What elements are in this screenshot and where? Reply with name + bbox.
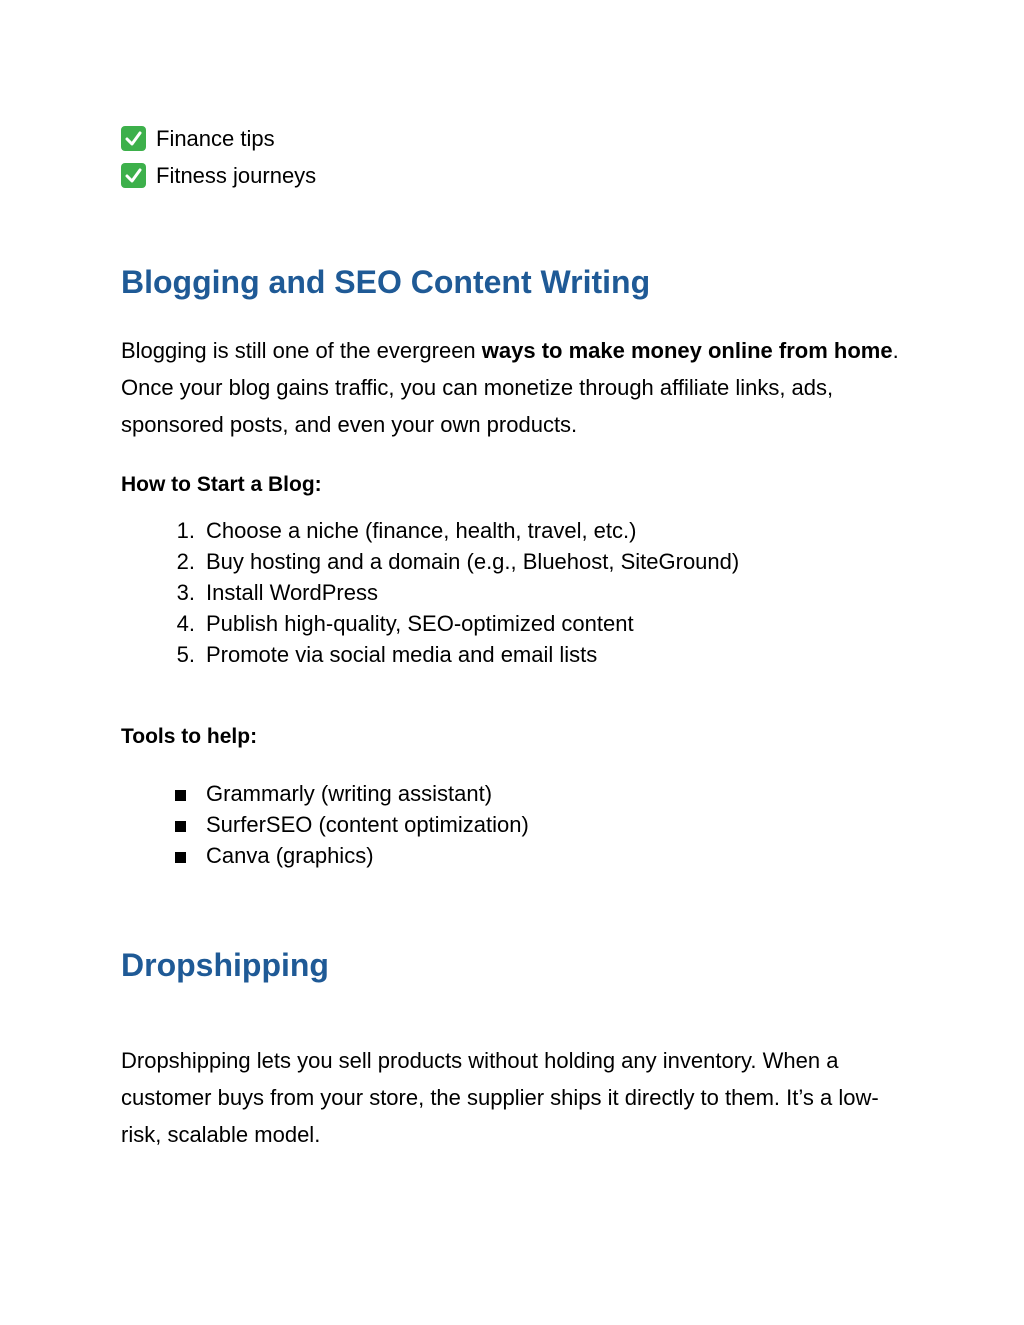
list-item-text: Buy hosting and a domain (e.g., Bluehost, SiteGround) (206, 549, 740, 574)
paragraph-text: . Once your blog gains traffic, you can monetize through affiliate links, ads, sponsored posts, and even your own products. (121, 338, 899, 438)
checklist-item (121, 120, 316, 157)
checklist-item-label: Fitness journeys (156, 163, 317, 188)
list-item-text: Publish high-quality, SEO-optimized content (206, 611, 634, 636)
list-number: 3. (176, 580, 195, 605)
list-item-text: Canva (graphics) (206, 843, 374, 868)
checklist-item (121, 157, 316, 194)
list-number: 2. (176, 549, 195, 574)
section-heading-dropshipping: Dropshipping (121, 947, 329, 983)
square-bullet-icon (175, 821, 186, 832)
blogging-intro-paragraph (121, 332, 911, 444)
paragraph-text: Blogging is still one of the evergreen (121, 338, 482, 363)
dropshipping-paragraph: Dropshipping lets you sell products without holding any inventory. When a customer buys from your store, the supplier ships it directly to them. It’s a low-risk, scalable model. (121, 1048, 879, 1148)
checklist-item-label: Finance tips (156, 126, 275, 151)
checklist (121, 120, 316, 194)
square-bullet-icon (175, 790, 186, 801)
list-item-text: Grammarly (writing assistant) (206, 781, 493, 806)
square-bullet-icon (175, 852, 186, 863)
check-mark-icon (121, 126, 146, 151)
list-number: 4. (176, 611, 195, 636)
paragraph-bold-text: ways to make money online from home (481, 338, 893, 363)
tools-heading: Tools to help: (121, 725, 258, 748)
list-number: 5. (176, 642, 195, 667)
list-item-text: SurferSEO (content optimization) (206, 812, 529, 837)
list-item-text: Install WordPress (206, 580, 378, 605)
section-heading-blogging: Blogging and SEO Content Writing (121, 264, 651, 300)
check-mark-icon (121, 163, 146, 188)
list-number: 1. (176, 518, 195, 543)
list-item-text: Promote via social media and email lists (206, 642, 598, 667)
list-item-text: Choose a niche (finance, health, travel, etc.) (206, 518, 637, 543)
how-to-start-heading: How to Start a Blog: (121, 473, 322, 496)
